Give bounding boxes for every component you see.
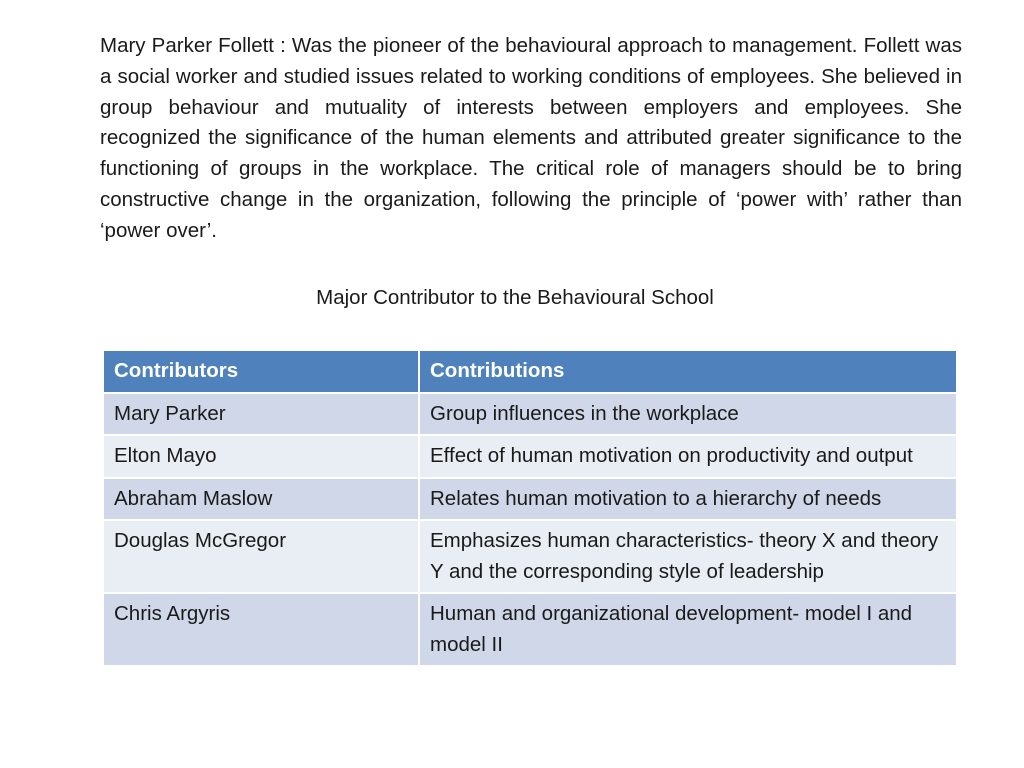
contribution-cell: Human and organizational development- model I and model II [419,593,957,666]
contribution-cell: Group influences in the workplace [419,393,957,436]
table-row [103,435,957,478]
table-row [103,520,957,593]
contributors-table [102,349,958,667]
contribution-cell: Effect of human motivation on productivity and output [419,435,957,478]
contributor-cell: Elton Mayo [103,435,419,478]
table-row [103,478,957,521]
table-row [103,593,957,666]
contribution-cell: Emphasizes human characteristics- theory X and theory Y and the corresponding style of leadership [419,520,957,593]
contributor-cell: Mary Parker [103,393,419,436]
contributor-cell: Chris Argyris [103,593,419,666]
contributor-cell: Douglas McGregor [103,520,419,593]
table-header-row [103,350,957,393]
intro-paragraph: Mary Parker Follett : Was the pioneer of the behavioural approach to management. Follett was a social worker and studied issues related to working conditions of employees. She believed in group behaviour and mutuality of interests between employers and employees. She recognized the significance of the human elements and attributed greater significance to the functioning of groups in the workplace. The critical role of managers should be to bring constructive change in the organization, following the principle of ‘power with’ rather than ‘power over’. [100,34,962,242]
header-contributions: Contributions [419,350,957,393]
header-contributors: Contributors [103,350,419,393]
contributor-cell: Abraham Maslow [103,478,419,521]
table-row [103,393,957,436]
contribution-cell: Relates human motivation to a hierarchy of needs [419,478,957,521]
table-caption: Major Contributor to the Behavioural School [316,286,714,309]
